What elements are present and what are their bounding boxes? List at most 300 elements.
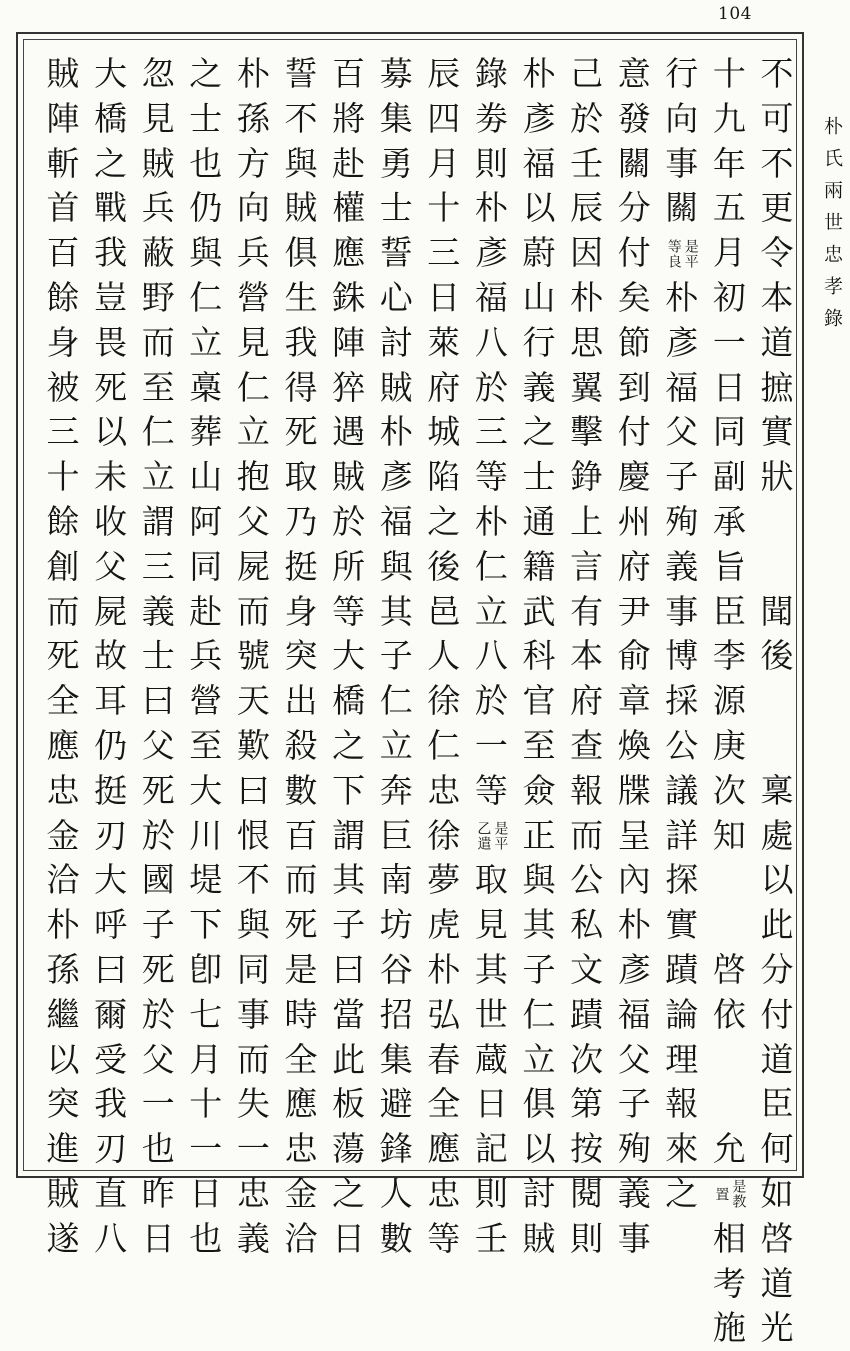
character: 卽: [189, 949, 223, 989]
character: 不: [236, 860, 270, 900]
character: 三: [141, 546, 175, 586]
character: 煥: [617, 725, 651, 765]
character: 與: [522, 860, 556, 900]
character: 應: [332, 233, 366, 273]
character: 劵: [474, 98, 508, 138]
character: 遂: [46, 1218, 80, 1258]
character: 次: [570, 1039, 604, 1079]
character: 聞: [760, 591, 794, 631]
character: 節: [617, 322, 651, 362]
text-column: [133, 52, 183, 1262]
character: 首: [46, 188, 80, 228]
character: 仁: [427, 725, 461, 765]
character: 籍: [522, 546, 556, 586]
character: 朴: [474, 501, 508, 541]
character: 月: [189, 1039, 223, 1079]
character: 正: [522, 815, 556, 855]
character: 兵: [141, 188, 175, 228]
character: 是: [284, 949, 318, 989]
character: 允: [712, 1129, 746, 1169]
character: 福: [617, 994, 651, 1034]
character: 赴: [189, 591, 223, 631]
character: 日: [332, 1218, 366, 1258]
text-column: [181, 52, 231, 1262]
character: 查: [570, 725, 604, 765]
character: 翼: [570, 367, 604, 407]
character: 繼: [46, 994, 80, 1034]
character: 父: [236, 501, 270, 541]
character: 受: [94, 1039, 128, 1079]
character: 九: [712, 98, 746, 138]
character: 義: [522, 367, 556, 407]
character: 按: [570, 1129, 604, 1169]
character: 上: [570, 501, 604, 541]
character: 立: [141, 457, 175, 497]
character: 啓: [760, 1218, 794, 1258]
honorific-space: [704, 1038, 754, 1083]
character: 俱: [522, 1084, 556, 1124]
character: 依: [712, 994, 746, 1034]
character: 斬: [46, 143, 80, 183]
character: 到: [617, 367, 651, 407]
interlinear-note: [704, 1172, 754, 1217]
character: 日: [189, 1173, 223, 1213]
text-column: [609, 52, 659, 1262]
character: 第: [570, 1084, 604, 1124]
character: 討: [522, 1173, 556, 1213]
character: 章: [617, 681, 651, 721]
character: 而: [46, 591, 80, 631]
character: 避: [379, 1084, 413, 1124]
character: 福: [522, 143, 556, 183]
text-column: [752, 52, 802, 1351]
character: 令: [760, 233, 794, 273]
interlinear-note-line: 是平: [492, 820, 509, 851]
character: 取: [284, 457, 318, 497]
character: 仁: [379, 681, 413, 721]
honorific-space: [752, 545, 802, 590]
character: 也: [141, 1129, 175, 1169]
character: 此: [760, 905, 794, 945]
character: 於: [474, 681, 508, 721]
character: 時: [284, 994, 318, 1034]
character: 死: [141, 770, 175, 810]
character: 鋒: [379, 1129, 413, 1169]
character: 不: [760, 54, 794, 93]
character: 號: [236, 636, 270, 676]
character: 百: [332, 54, 366, 93]
character: 阿: [189, 501, 223, 541]
character: 南: [379, 860, 413, 900]
honorific-space: [752, 679, 802, 724]
character: 討: [379, 322, 413, 362]
character: 爾: [94, 994, 128, 1034]
character: 實: [760, 412, 794, 452]
character: 賊: [522, 1218, 556, 1258]
character: 谷: [379, 949, 413, 989]
character: 呼: [94, 905, 128, 945]
character: 向: [236, 188, 270, 228]
character: 向: [665, 98, 699, 138]
character: 承: [712, 501, 746, 541]
character: 橋: [94, 98, 128, 138]
character: 一: [474, 725, 508, 765]
character: 初: [712, 277, 746, 317]
character: 遇: [332, 412, 366, 452]
character: 板: [332, 1084, 366, 1124]
character: 士: [379, 188, 413, 228]
character: 突: [284, 636, 318, 676]
character: 牒: [617, 770, 651, 810]
character: 十: [427, 188, 461, 228]
character: 同: [236, 949, 270, 989]
character: 餘: [46, 501, 80, 541]
character: 曰: [94, 949, 128, 989]
character: 仁: [189, 277, 223, 317]
character: 川: [189, 815, 223, 855]
character: 義: [141, 591, 175, 631]
character: 之: [427, 501, 461, 541]
character: 屍: [236, 546, 270, 586]
character: 之: [94, 143, 128, 183]
character: 忠: [236, 1173, 270, 1213]
character: 人: [427, 636, 461, 676]
character: 國: [141, 860, 175, 900]
character: 以: [760, 860, 794, 900]
character: 義: [665, 546, 699, 586]
character: 行: [665, 54, 699, 93]
character: 等: [332, 591, 366, 631]
character: 刃: [94, 815, 128, 855]
character: 死: [94, 367, 128, 407]
character: 勇: [379, 143, 413, 183]
character: 庚: [712, 725, 746, 765]
interlinear-note-line: 是平: [682, 238, 699, 269]
character: 蹟: [665, 949, 699, 989]
interlinear-note-line: 等良: [665, 238, 682, 269]
character: 閱: [570, 1173, 604, 1213]
character: 猝: [332, 367, 366, 407]
character: 等: [474, 770, 508, 810]
character: 於: [332, 501, 366, 541]
character: 百: [284, 815, 318, 855]
character: 仍: [189, 188, 223, 228]
character: 父: [617, 1039, 651, 1079]
character: 下: [332, 770, 366, 810]
side-title: 朴氏兩世忠孝錄: [821, 116, 843, 340]
character: 殉: [617, 1129, 651, 1169]
character: 死: [284, 905, 318, 945]
text-column: [657, 52, 707, 1217]
character: 科: [522, 636, 556, 676]
character: 邑: [427, 591, 461, 631]
character: 實: [665, 905, 699, 945]
character: 以: [46, 1039, 80, 1079]
character: 如: [760, 1173, 794, 1213]
character: 應: [284, 1084, 318, 1124]
character: 摭: [760, 367, 794, 407]
character: 關: [617, 143, 651, 183]
character: 而: [236, 591, 270, 631]
character: 彥: [379, 457, 413, 497]
text-column: [371, 52, 421, 1262]
character: 乃: [284, 501, 318, 541]
character: 仁: [474, 546, 508, 586]
character: 朴: [46, 905, 80, 945]
character: 大: [332, 636, 366, 676]
character: 施: [712, 1308, 746, 1348]
character: 報: [665, 1084, 699, 1124]
character: 賊: [46, 1173, 80, 1213]
character: 創: [46, 546, 80, 586]
character: 孫: [236, 98, 270, 138]
character: 理: [665, 1039, 699, 1079]
character: 朴: [617, 905, 651, 945]
character: 州: [617, 501, 651, 541]
character: 故: [94, 636, 128, 676]
character: 處: [760, 815, 794, 855]
character: 事: [665, 143, 699, 183]
character: 日: [474, 1084, 508, 1124]
character: 錚: [570, 457, 604, 497]
character: 當: [332, 994, 366, 1034]
character: 內: [617, 860, 651, 900]
character: 以: [522, 1129, 556, 1169]
text-column: [466, 52, 516, 1262]
character: 死: [284, 412, 318, 452]
text-column: [419, 52, 469, 1262]
character: 陣: [332, 322, 366, 362]
character: 立: [522, 1039, 556, 1079]
character: 耳: [94, 681, 128, 721]
character: 與: [236, 905, 270, 945]
character: 百: [46, 233, 80, 273]
character: 殉: [665, 501, 699, 541]
character: 金: [284, 1173, 318, 1213]
character: 被: [46, 367, 80, 407]
character: 歎: [236, 725, 270, 765]
character: 月: [712, 233, 746, 273]
character: 義: [617, 1173, 651, 1213]
character: 全: [284, 1039, 318, 1079]
character: 夢: [427, 860, 461, 900]
character: 分: [760, 949, 794, 989]
character: 分: [617, 188, 651, 228]
character: 考: [712, 1263, 746, 1303]
character: 李: [712, 636, 746, 676]
character: 日: [712, 367, 746, 407]
character: 城: [427, 412, 461, 452]
character: 府: [617, 546, 651, 586]
character: 槀: [189, 367, 223, 407]
character: 集: [379, 1039, 413, 1079]
character: 人: [379, 1173, 413, 1213]
character: 忠: [427, 1173, 461, 1213]
character: 而: [141, 322, 175, 362]
interlinear-note-line: 乙遣: [475, 820, 492, 851]
character: 次: [712, 770, 746, 810]
character: 山: [189, 457, 223, 497]
character: 之: [522, 412, 556, 452]
character: 將: [332, 98, 366, 138]
character: 臣: [760, 1084, 794, 1124]
character: 年: [712, 143, 746, 183]
character: 賊: [379, 367, 413, 407]
character: 生: [284, 277, 318, 317]
character: 彥: [522, 98, 556, 138]
honorific-space: [704, 1082, 754, 1127]
character: 曰: [332, 949, 366, 989]
character: 赴: [332, 143, 366, 183]
character: 與: [284, 143, 318, 183]
character: 一: [141, 1084, 175, 1124]
character: 大: [94, 54, 128, 93]
character: 十: [189, 1084, 223, 1124]
character: 之: [665, 1173, 699, 1213]
character: 兵: [236, 233, 270, 273]
character: 發: [617, 98, 651, 138]
interlinear-note-line: 是教: [730, 1179, 747, 1210]
character: 更: [760, 188, 794, 228]
character: 官: [522, 681, 556, 721]
character: 事: [665, 591, 699, 631]
character: 府: [427, 367, 461, 407]
character: 朴: [570, 277, 604, 317]
character: 出: [284, 681, 318, 721]
character: 錄: [474, 54, 508, 93]
character: 大: [94, 860, 128, 900]
character: 見: [141, 98, 175, 138]
character: 日: [427, 277, 461, 317]
honorific-space: [704, 858, 754, 903]
character: 父: [665, 412, 699, 452]
character: 子: [332, 905, 366, 945]
character: 而: [236, 1039, 270, 1079]
character: 我: [284, 322, 318, 362]
character: 彥: [617, 949, 651, 989]
character: 全: [46, 681, 80, 721]
character: 陣: [46, 98, 80, 138]
character: 子: [665, 457, 699, 497]
character: 坊: [379, 905, 413, 945]
character: 賊: [332, 457, 366, 497]
character: 可: [760, 98, 794, 138]
character: 虎: [427, 905, 461, 945]
character: 八: [94, 1218, 128, 1258]
text-column: [38, 52, 88, 1262]
character: 直: [94, 1173, 128, 1213]
character: 八: [474, 636, 508, 676]
honorific-space: [704, 903, 754, 948]
character: 報: [570, 770, 604, 810]
character: 此: [332, 1039, 366, 1079]
character: 何: [760, 1129, 794, 1169]
character: 五: [712, 188, 746, 228]
character: 呈: [617, 815, 651, 855]
character: 朴: [427, 949, 461, 989]
character: 集: [379, 98, 413, 138]
character: 方: [236, 143, 270, 183]
character: 應: [46, 725, 80, 765]
character: 尹: [617, 591, 651, 631]
character: 豈: [94, 277, 128, 317]
character: 博: [665, 636, 699, 676]
character: 抱: [236, 457, 270, 497]
character: 來: [665, 1129, 699, 1169]
character: 其: [332, 860, 366, 900]
character: 屍: [94, 591, 128, 631]
character: 數: [379, 1218, 413, 1258]
character: 蕩: [332, 1129, 366, 1169]
character: 則: [474, 143, 508, 183]
text-column: [514, 52, 564, 1262]
character: 福: [474, 277, 508, 317]
character: 立: [189, 322, 223, 362]
text-column: [562, 52, 612, 1262]
character: 忠: [284, 1129, 318, 1169]
character: 私: [570, 905, 604, 945]
text-column: [704, 52, 754, 1351]
character: 福: [379, 501, 413, 541]
character: 殺: [284, 725, 318, 765]
character: 等: [474, 457, 508, 497]
character: 仁: [141, 412, 175, 452]
character: 公: [665, 725, 699, 765]
character: 三: [427, 233, 461, 273]
character: 士: [522, 457, 556, 497]
character: 論: [665, 994, 699, 1034]
character: 野: [141, 277, 175, 317]
character: 權: [332, 188, 366, 228]
character: 誓: [284, 54, 318, 93]
character: 進: [46, 1129, 80, 1169]
character: 朴: [474, 188, 508, 228]
character: 子: [379, 636, 413, 676]
character: 啓: [712, 949, 746, 989]
character: 日: [141, 1218, 175, 1258]
character: 矣: [617, 277, 651, 317]
text-column: [276, 52, 326, 1262]
character: 而: [570, 815, 604, 855]
character: 至: [189, 725, 223, 765]
character: 壬: [570, 143, 604, 183]
character: 而: [284, 860, 318, 900]
character: 奔: [379, 770, 413, 810]
character: 突: [46, 1084, 80, 1124]
character: 彥: [665, 322, 699, 362]
character: 己: [570, 54, 604, 93]
character: 餘: [46, 277, 80, 317]
character: 營: [236, 277, 270, 317]
character: 大: [189, 770, 223, 810]
character: 至: [141, 367, 175, 407]
character: 於: [474, 367, 508, 407]
character: 源: [712, 681, 746, 721]
character: 之: [332, 725, 366, 765]
character: 謂: [141, 501, 175, 541]
character: 山: [522, 277, 556, 317]
character: 父: [141, 1039, 175, 1079]
character: 營: [189, 681, 223, 721]
character: 道: [760, 1039, 794, 1079]
character: 則: [570, 1218, 604, 1258]
character: 辰: [570, 188, 604, 228]
character: 所: [332, 546, 366, 586]
character: 後: [760, 636, 794, 676]
character: 忽: [141, 54, 175, 93]
character: 本: [570, 636, 604, 676]
character: 見: [236, 322, 270, 362]
